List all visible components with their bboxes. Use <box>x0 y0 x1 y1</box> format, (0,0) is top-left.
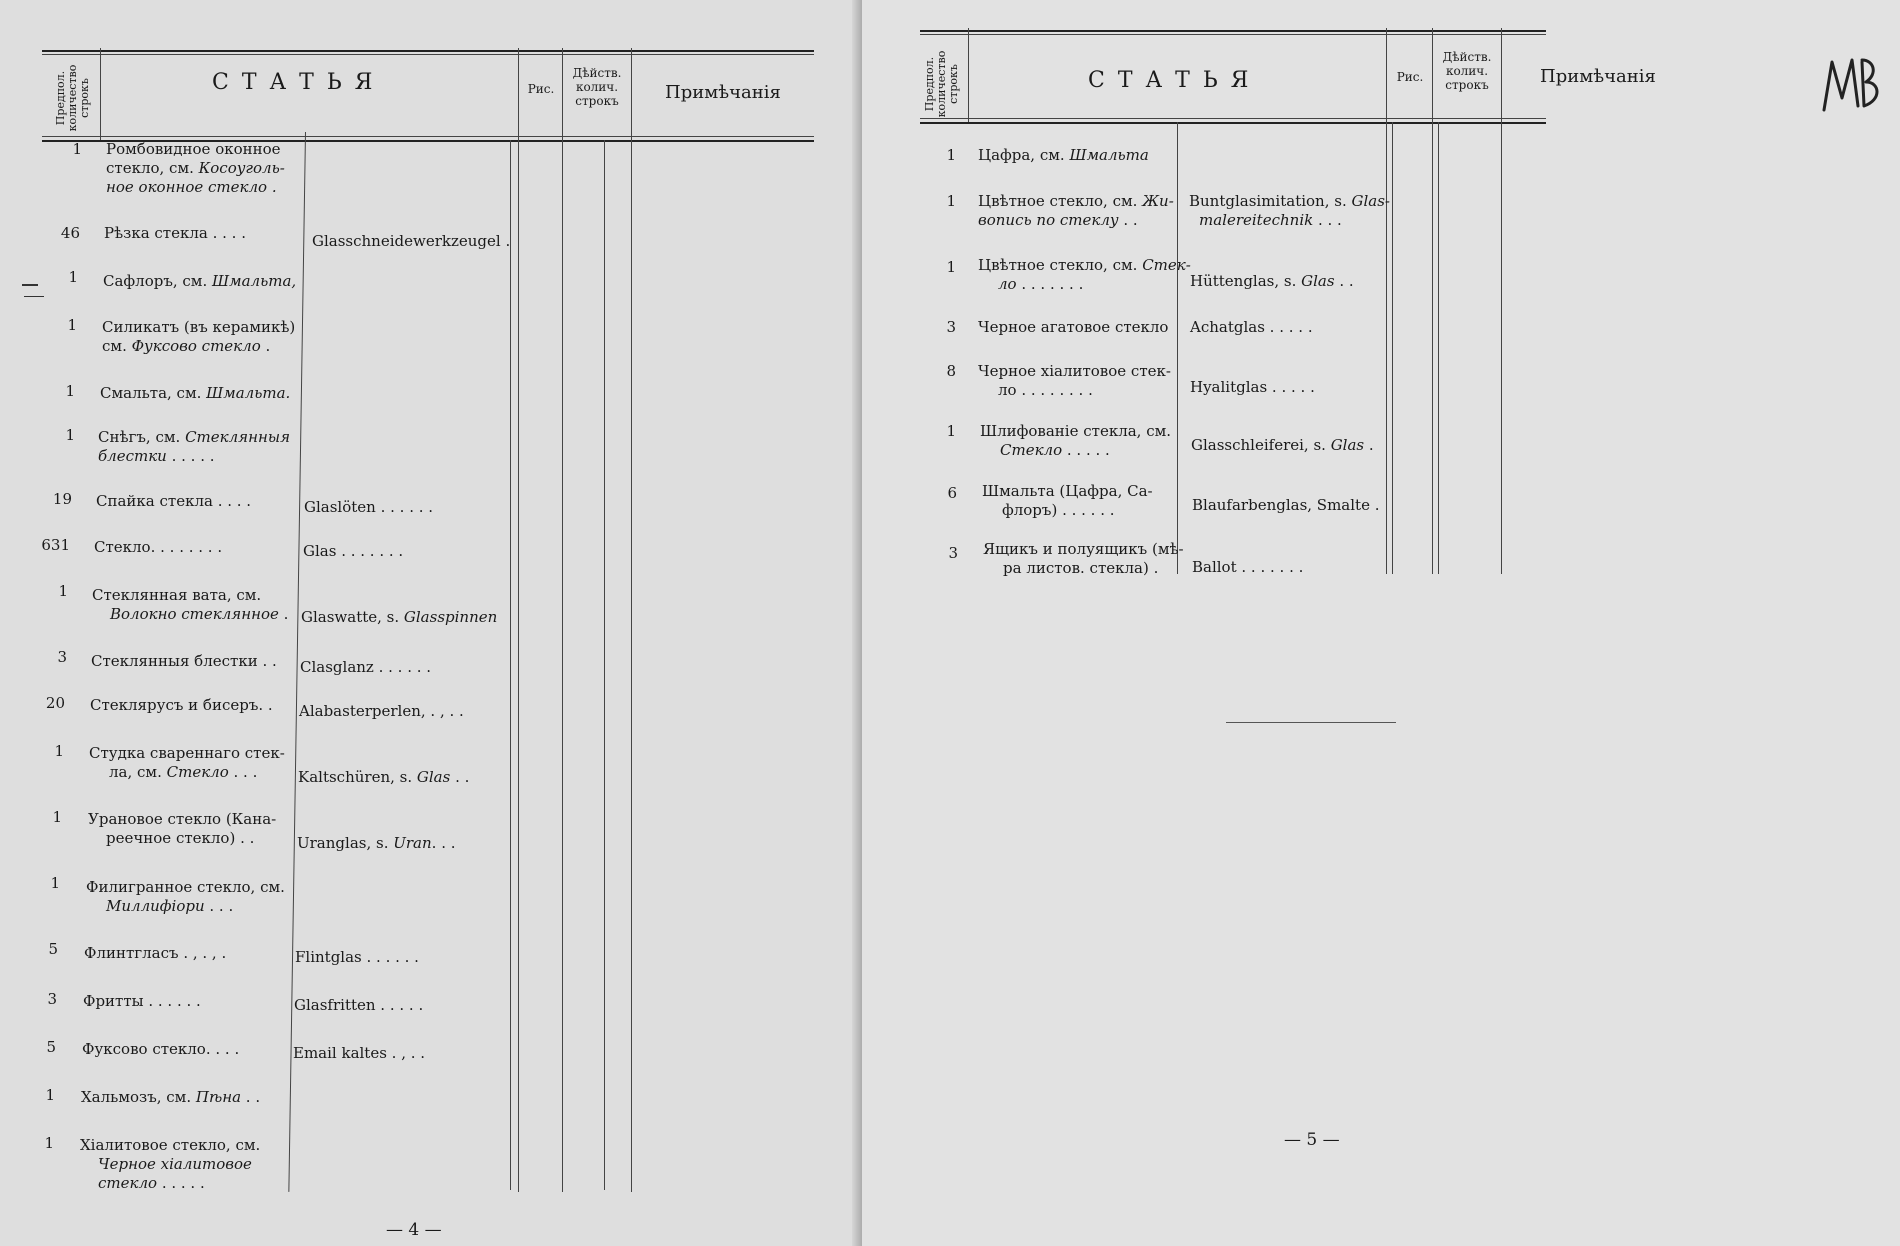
column-divider <box>510 140 511 1190</box>
article-text: Ромбовидное оконное стекло, см. Косоуголь- ное оконное стекло . <box>106 140 285 196</box>
german-term: Hüttenglas, s. Glas . . <box>1190 272 1354 290</box>
figure-column-header: Рис. <box>1396 70 1424 84</box>
article-text: Стеклярусъ и бисеръ. . <box>90 696 273 714</box>
article-text: Хіалитовое стекло, см. Черное хіалитовое стекло . . . . . <box>80 1136 261 1192</box>
german-term: Alabasterperlen, . , . . <box>299 702 464 720</box>
margin-annotation <box>1818 52 1888 126</box>
page-number: — 5 — <box>1284 1130 1340 1150</box>
article-text: Стеклянныя блестки . . <box>91 652 277 670</box>
article-text: Черное агатовое стекло <box>978 318 1169 336</box>
article-text: Стекло. . . . . . . . <box>94 538 223 556</box>
column-divider <box>631 48 632 1192</box>
column-divider <box>1386 28 1387 574</box>
row-count: 3 <box>47 990 57 1008</box>
german-term: Glasschneidewerkzeugel . <box>312 232 511 250</box>
article-text: Сафлоръ, см. Шмальта, <box>103 272 297 290</box>
row-count: 3 <box>946 318 956 336</box>
row-count: 1 <box>68 268 78 286</box>
row-count: 1 <box>946 192 956 210</box>
german-term: Ballot . . . . . . . <box>1192 558 1304 576</box>
article-text: Силикатъ (въ керамикѣ) см. Фуксово стекло . <box>102 318 296 355</box>
article-text: Ящикъ и полуящикъ (мѣ- ра листов. стекла) . <box>983 540 1184 577</box>
article-text: Снѣгъ, см. Стеклянныя блестки . . . . . <box>98 428 291 465</box>
row-count: 1 <box>72 140 82 158</box>
ink-mark <box>22 284 38 286</box>
article-text: Шлифованіе стекла, см. Стекло . . . . . <box>980 422 1172 459</box>
count-column-header: Предпол. количество строкъ <box>923 50 960 118</box>
right-page <box>862 0 1900 1246</box>
bleed-through <box>660 152 664 170</box>
row-count: 1 <box>54 742 64 760</box>
german-term: Glasschleiferei, s. Glas . <box>1191 436 1374 454</box>
article-text: Рѣзка стекла . . . . <box>104 224 246 242</box>
row-count: 3 <box>948 544 958 562</box>
row-count: 631 <box>41 536 70 554</box>
column-divider <box>1392 122 1393 574</box>
header-bottom-rule <box>920 118 1546 119</box>
row-count: 1 <box>50 874 60 892</box>
german-term: Buntglasimitation, s. Glas- malereitechnik . . . <box>1189 192 1390 229</box>
column-divider <box>100 48 101 140</box>
header-top-rule <box>920 30 1546 32</box>
row-count: 8 <box>946 362 956 380</box>
article-text: Черное хіалитовое стек- ло . . . . . . . . <box>978 362 1171 399</box>
article-text: Филигранное стекло, см. Миллифіори . . . <box>86 878 285 915</box>
article-column-header: СТАТЬЯ <box>1088 68 1262 93</box>
row-count: 6 <box>947 484 957 502</box>
german-term: Glas . . . . . . . <box>303 542 404 560</box>
article-text: Хальмозъ, см. Пѣна . . <box>81 1088 261 1106</box>
row-count: 20 <box>45 694 65 712</box>
header-bottom-rule-thick <box>920 122 1546 124</box>
article-text: Цвѣтное стекло, см. Жи- вопись по стеклу . . <box>978 192 1174 229</box>
article-text: Шмальта (Цафра, Са- флоръ) . . . . . . <box>982 482 1153 519</box>
row-count: 1 <box>45 1086 55 1104</box>
end-rule <box>1226 722 1396 723</box>
header-bottom-rule <box>42 136 814 137</box>
german-term: Clasglanz . . . . . . <box>300 658 432 676</box>
article-text: Цафра, см. Шмальта <box>978 146 1149 164</box>
german-term: Flintglas . . . . . . <box>295 948 419 966</box>
article-text: Флинтгласъ . , . , . <box>84 944 227 962</box>
row-count: 1 <box>946 146 956 164</box>
page-number: — 4 — <box>386 1220 442 1240</box>
column-divider <box>562 48 563 1192</box>
german-term: Glaslöten . . . . . . <box>304 498 434 516</box>
article-text: Цвѣтное стекло, см. Стек- ло . . . . . . . <box>978 256 1191 293</box>
notes-column-header: Примѣчанія <box>1540 66 1656 87</box>
figure-column-header: Рис. <box>527 82 555 96</box>
header-top-rule-thin <box>42 54 814 55</box>
article-column-header: СТАТЬЯ <box>212 70 386 95</box>
row-count: 1 <box>946 422 956 440</box>
ink-mark <box>24 296 44 297</box>
german-term: Kaltschüren, s. Glas . . <box>298 768 470 786</box>
notes-column-header: Примѣчанія <box>665 82 781 103</box>
row-count: 1 <box>58 582 68 600</box>
row-count: 46 <box>60 224 80 242</box>
row-count: 1 <box>44 1134 54 1152</box>
german-term: Uranglas, s. Uran. . . <box>297 834 456 852</box>
handwritten-mark-icon <box>1818 52 1888 122</box>
column-divider <box>604 140 605 1190</box>
row-count: 1 <box>946 258 956 276</box>
row-count: 1 <box>52 808 62 826</box>
article-text: Студка свареннаго стек- ла, см. Стекло . . . <box>89 744 285 781</box>
german-term: Achatglas . . . . . <box>1190 318 1313 336</box>
column-divider <box>968 28 969 122</box>
german-term: Email kaltes . , . . <box>293 1044 426 1062</box>
german-term: Hyalitglas . . . . . <box>1190 378 1315 396</box>
article-text: Смальта, см. Шмальта. <box>100 384 291 402</box>
article-text: Фритты . . . . . . <box>83 992 201 1010</box>
article-text: Стеклянная вата, см. Волокно стеклянное . <box>92 586 289 623</box>
german-term: Glaswatte, s. Glasspinnen <box>301 608 498 626</box>
row-count: 3 <box>57 648 67 666</box>
column-divider <box>518 48 519 1192</box>
article-text: Спайка стекла . . . . <box>96 492 252 510</box>
actual-count-column-header: Дѣйств. колич. строкъ <box>1442 50 1492 92</box>
count-column-header: Предпол. количество строкъ <box>54 64 91 132</box>
row-count: 19 <box>52 490 72 508</box>
article-text: Урановое стекло (Кана- реечное стекло) . . <box>88 810 277 847</box>
column-divider <box>1438 122 1439 574</box>
column-divider <box>1177 122 1178 574</box>
column-divider <box>1501 28 1502 574</box>
header-top-rule <box>42 50 814 52</box>
actual-count-column-header: Дѣйств. колич. строкъ <box>572 66 622 108</box>
column-divider <box>1432 28 1433 574</box>
row-count: 5 <box>48 940 58 958</box>
row-count: 1 <box>65 426 75 444</box>
row-count: 1 <box>65 382 75 400</box>
german-term: Blaufarbenglas, Smalte . <box>1192 496 1380 514</box>
left-page <box>0 0 868 1246</box>
row-count: 1 <box>67 316 77 334</box>
article-text: Фуксово стекло. . . . <box>82 1040 240 1058</box>
header-top-rule-thin <box>920 34 1546 35</box>
german-term: Glasfritten . . . . . <box>294 996 424 1014</box>
row-count: 5 <box>46 1038 56 1056</box>
